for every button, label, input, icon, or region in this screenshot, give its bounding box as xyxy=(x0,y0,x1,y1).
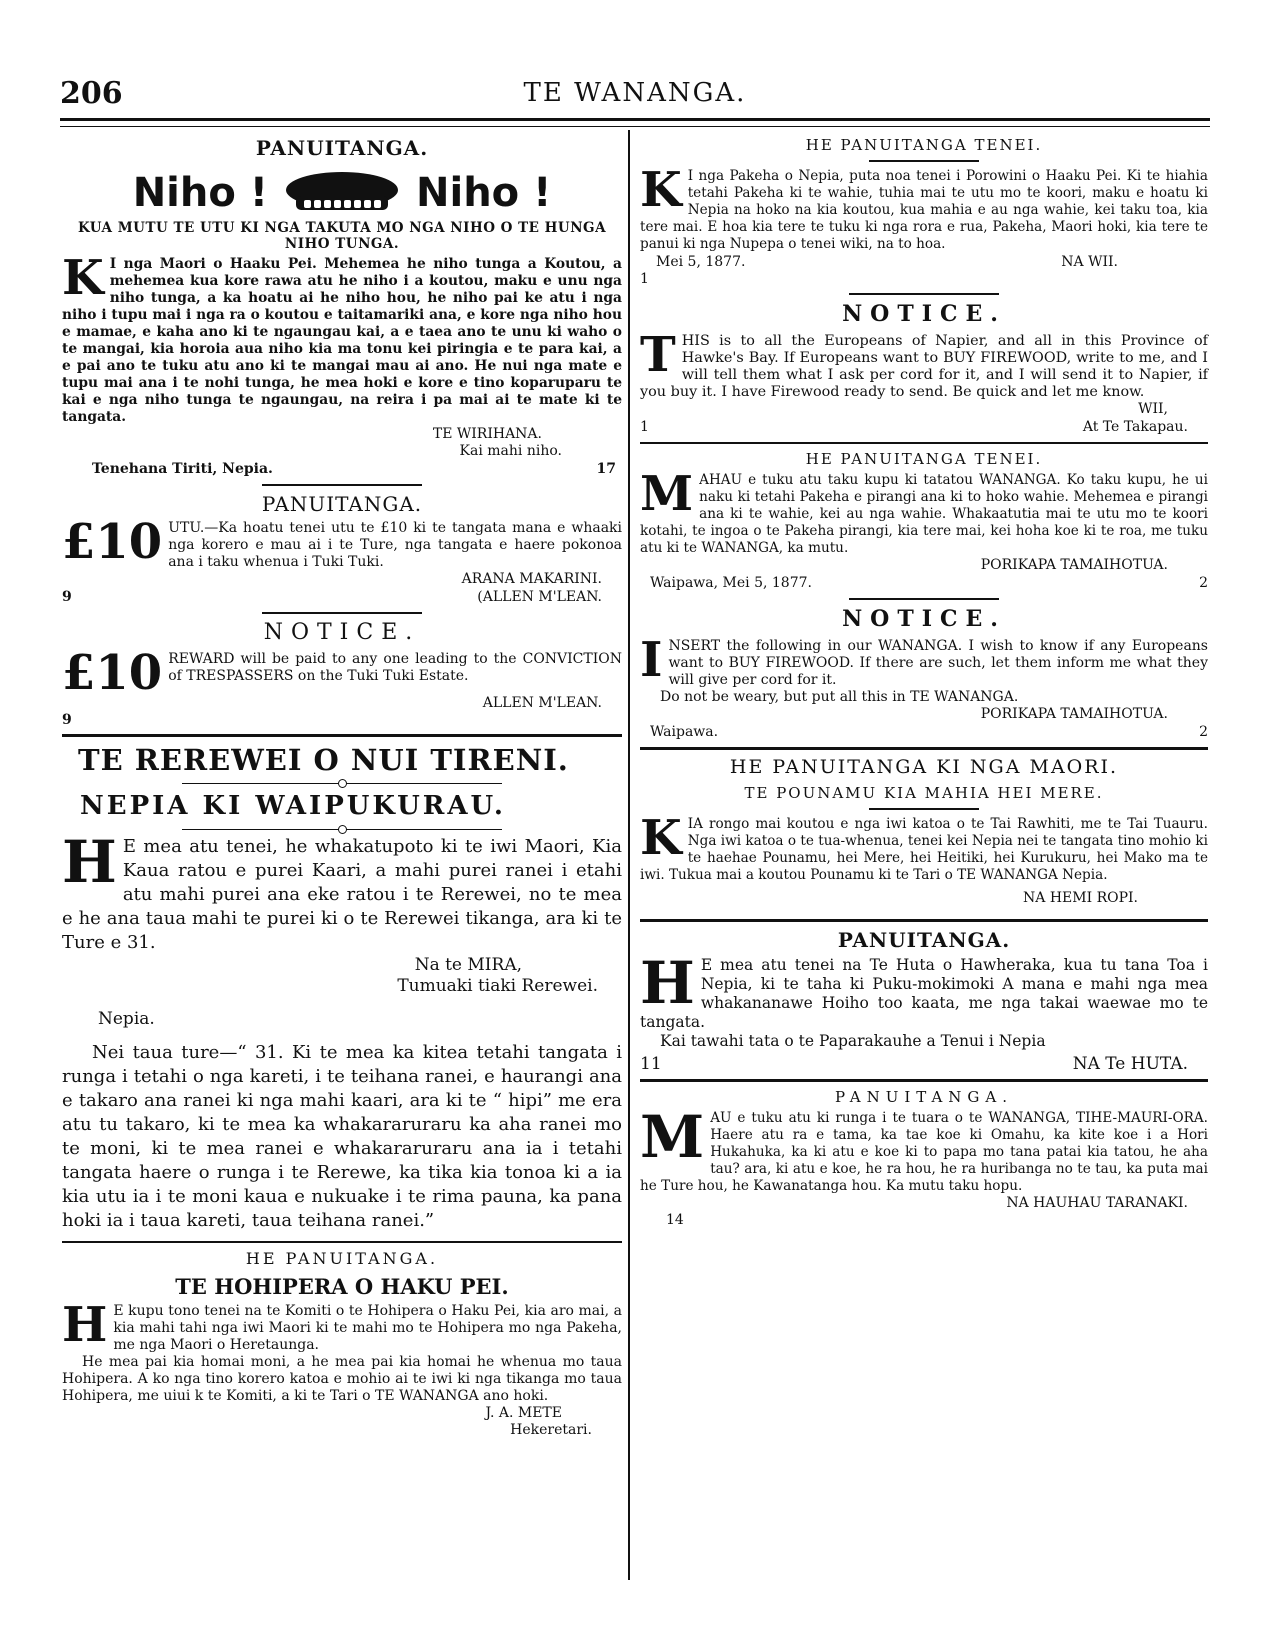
dropcap: H xyxy=(62,1297,108,1353)
pounamu-body xyxy=(640,810,1208,884)
dropcap: I xyxy=(640,632,663,688)
ad-date: Waipawa, Mei 5, 1877. xyxy=(650,575,812,591)
pounamu-signature: NA HEMI ROPI. xyxy=(1023,890,1138,906)
divider xyxy=(262,612,422,614)
huta-footer xyxy=(640,1055,1208,1073)
notice-place: At Te Takapau. xyxy=(1082,419,1188,435)
newspaper-title: TE WANANGA. xyxy=(523,78,747,108)
masthead-rule xyxy=(60,118,1210,121)
hauhau-body xyxy=(640,1103,1208,1195)
notice-body-text: HIS is to all the Europeans of Napier, and all in this Province of Hawke's Bay. If Europeans want to BUY FIREWOOD, write to me, and I will tell them what I ask per cord for it, and I will send it to Napier, if you buy it. I have Firewood ready to send. Be quick and let me know. xyxy=(640,333,1208,400)
ad-signature: NA WII. xyxy=(1061,254,1118,270)
ad-number: 2 xyxy=(1199,575,1208,591)
divider xyxy=(849,598,999,600)
hospital-heading: HE PANUITANGA. xyxy=(245,1249,439,1268)
notice-porikapa xyxy=(640,606,1208,741)
hauhau-signature: NA HAUHAU TARANAKI. xyxy=(1006,1195,1188,1211)
ad-heading: HE PANUITANGA TENEI. xyxy=(805,136,1043,154)
notice-number: 2 xyxy=(1199,724,1208,740)
pounamu-heading: HE PANUITANGA KI NGA MAORI. xyxy=(729,756,1119,778)
niho-word-left: Niho ! xyxy=(132,170,268,216)
ad-niho xyxy=(62,136,622,478)
railway-signature: Na te MIRA, xyxy=(414,955,522,975)
notice-body-2: Do not be weary, but put all this in TE WANANGA. xyxy=(660,689,1019,705)
notice-body xyxy=(62,645,622,701)
huta-notice xyxy=(640,928,1208,1073)
ad-body-text: AHAU e tuku atu taku kupu ki tatatou WANANGA. Ko taku kupu, he ui naku ki tetahi Pakeha e pirangi ana ki to hoko wahie. Mehemea e pirangi ana ki te wahie, kei au nga wahie. Whakaatutia mai te utu mo te koori kotahi, te ingoa o te Pakeha pirangi, kia tere mai, kei hoha koe ki te roa, me tuku atu ki te WANANGA, ka mutu. xyxy=(640,472,1208,556)
page-number: 206 xyxy=(60,76,123,111)
ad-footer xyxy=(62,460,622,478)
ad-signature: ARANA MAKARINI. xyxy=(461,571,602,587)
ad-heading: PANUITANGA. xyxy=(261,492,423,516)
huta-body-2: Kai tawahi tata o te Paparakauhe a Tenui i Nepia xyxy=(660,1032,1046,1050)
hauhau-heading: PANUITANGA. xyxy=(835,1088,1013,1106)
dropcap: T xyxy=(640,327,676,383)
notice-body xyxy=(640,632,1208,689)
railway-place: Nepia. xyxy=(98,1009,155,1029)
ad-body xyxy=(640,466,1208,557)
divider xyxy=(640,919,1208,922)
divider xyxy=(640,747,1208,750)
railway-notice xyxy=(62,743,622,1233)
ad-tagline: KUA MUTU TE UTU KI NGA TAKUTA MO NGA NIHO O TE HUNGA NIHO TUNGA. xyxy=(77,220,607,252)
dropcap: K xyxy=(62,250,104,306)
dropcap: H xyxy=(62,828,117,896)
divider xyxy=(262,484,422,486)
dropcap: K xyxy=(640,162,682,218)
notice-number: 9 xyxy=(62,712,72,728)
ad-heading: PANUITANGA. xyxy=(255,136,429,160)
huta-signature: NA Te HUTA. xyxy=(1072,1054,1188,1074)
notice-place: Waipawa. xyxy=(650,724,719,740)
pounamu-notice xyxy=(640,756,1208,907)
railway-signature-role: Tumuaki tiaki Rerewei. xyxy=(397,976,598,996)
notice-signature: ALLEN M'LEAN. xyxy=(482,695,602,711)
ad-body xyxy=(640,162,1208,253)
ad-number: 1 xyxy=(640,271,649,287)
dentures-icon xyxy=(282,170,402,216)
notice-heading: NOTICE. xyxy=(842,301,1006,327)
dropcap: M xyxy=(640,1103,705,1171)
hospital-title: TE HOHIPERA O HAKU PEI. xyxy=(175,1274,509,1299)
hospital-body xyxy=(62,1297,622,1354)
hospital-signature-role: Hekeretari. xyxy=(510,1422,592,1438)
hauhau-body-text: AU e tuku atu ki runga i te tuara o te WANANGA, TIHE-MAURI-ORA. Haere atu ra e tama, ka tae koe ki Omahu, ka kite koe i a Hori Hukahuka, ka ki atu e koe ki to papa mo tana patai kia tatou, he aha tau? ara, ki atu e koe, he ra hou, he ra huribanga no te tau, ka puta mai he Ture hou, he Kawanatanga hou. Ka mutu taku hopu. xyxy=(640,1110,1208,1194)
ad-date: Mei 5, 1877. xyxy=(656,254,746,270)
ad-footer xyxy=(62,588,622,606)
divider xyxy=(62,734,622,737)
ad-number: 9 xyxy=(62,589,72,605)
hospital-signature: J. A. METE xyxy=(485,1405,562,1421)
ad-utu xyxy=(62,492,622,606)
masthead xyxy=(60,76,1210,116)
divider xyxy=(869,160,979,162)
ad-body xyxy=(62,514,622,571)
ad-number: 17 xyxy=(596,461,616,477)
ad-heading: HE PANUITANGA TENEI. xyxy=(805,450,1043,468)
ad-body-text: UTU.—Ka hoatu tenei utu te £10 ki te tangata mana e whaaki nga korero e mau ai i te Ture, nga tangata e haere pokonoa ana i taku whenua i Tuki Tuki. xyxy=(168,520,622,570)
railway-title: TE REREWEI O NUI TIRENI. xyxy=(78,743,569,777)
railway-subtitle: NEPIA KI WAIPUKURAU. xyxy=(80,791,506,821)
divider xyxy=(869,808,979,810)
divider xyxy=(640,1079,1208,1082)
masthead-rule-thin xyxy=(60,126,1210,127)
pound-amount: £10 xyxy=(62,514,163,570)
niho-word-right: Niho ! xyxy=(416,170,552,216)
ornament-rule xyxy=(62,825,622,833)
dropcap: K xyxy=(640,810,682,866)
ad-body xyxy=(62,250,622,426)
divider xyxy=(849,293,999,295)
railway-body-text: E mea atu tenei, he whakatupoto ki te iwi Maori, Kia Kaua ratou e purei Kaari, a mahi purei ranei i etahi atu mahi purei ana eke ratou i te Rerewei, no te mea e he ana taua mahi te purei ki o te Rerewei tikanga, ara ki te Ture e 31. xyxy=(62,836,622,953)
notice-signature: WII, xyxy=(1138,401,1168,417)
hospital-body-text: E kupu tono tenei na te Komiti o te Hohipera o Haku Pei, kia aro mai, a kia mahi tahi nga iwi Maori ki te mahi mo te Hohipera mo nga Pakeha, me nga Maori o Heretaunga. xyxy=(113,1303,622,1353)
divider xyxy=(62,1241,622,1243)
ad-footer xyxy=(640,574,1208,592)
huta-heading: PANUITANGA. xyxy=(837,928,1011,952)
niho-title xyxy=(62,170,622,216)
notice-heading: NOTICE. xyxy=(842,606,1006,632)
left-column xyxy=(62,132,622,1439)
hauhau-number: 14 xyxy=(666,1212,684,1228)
pound-amount: £10 xyxy=(62,645,163,701)
notice-footer xyxy=(640,723,1208,741)
ad-address: Tenehana Tiriti, Nepia. xyxy=(92,461,273,477)
ornament-rule xyxy=(62,779,622,787)
divider xyxy=(640,442,1208,444)
notice-body xyxy=(640,327,1208,401)
notice-number: 1 xyxy=(640,419,649,435)
ad-porikapa-maori xyxy=(640,450,1208,592)
ad-body-text: I nga Pakeha o Nepia, puta noa tenei i Porowini o Haaku Pei. Ki te hiahia tetahi Pakeha ki te wahie, tuhia mai te utu mo te koori, maku e hoatu ki Nepia na hoko na kia koutou, kua mahia e au nga wahie, kei taku toa, kia tere mai. E hoa kia tere te tuku ki nga rora e rua, Pakeha, Maori hoki, kia tere te panui ki nga Nupepa o tenei wiki, na to hoa. xyxy=(640,168,1208,252)
notice-wii xyxy=(640,301,1208,436)
huta-number: 11 xyxy=(640,1054,662,1074)
huta-body-text: E mea atu tenei na Te Huta o Hawheraka, kua tu tana Toa i Nepia, ki te taha ki Puku-mokimoki A mana e mahi nga mea whakananawe Hoiho too kaata, me nga takai waewae mo te tangata. xyxy=(640,956,1208,1031)
notice-reward xyxy=(62,620,622,728)
ad-signature-role: Kai mahi niho. xyxy=(459,443,562,459)
ad-signature: TE WIRIHANA. xyxy=(432,426,542,442)
ad-wii-maori xyxy=(640,136,1208,287)
column-divider xyxy=(628,130,630,1580)
railway-body xyxy=(62,828,622,955)
right-column xyxy=(640,132,1208,1228)
hospital-body-2: He mea pai kia homai moni, a he mea pai kia homai he whenua mo taua Hohipera. A ko nga tino korero katoa e mohio ai te iwi ki nga tikanga mo taua Hohipera, me uiui k te Komiti, a ki te Tari o TE WANANGA ano hoki. xyxy=(62,1354,622,1404)
notice-body-text: REWARD will be paid to any one leading to the CONVICTION of TRESPASSERS on the Tuki Tuki Estate. xyxy=(168,651,622,684)
notice-signature: PORIKAPA TAMAIHOTUA. xyxy=(980,706,1168,722)
ad-signature-alt: (ALLEN M'LEAN. xyxy=(477,589,602,605)
huta-body xyxy=(640,949,1208,1032)
railway-rule-text: Nei taua ture—“ 31. Ki te mea ka kitea tetahi tangata i runga i tetahi o nga kareti, i te teihana ranei, e haurangi ana e takaro ana ranei ki nga mahi kaari, ara ki te “ hipi” me era atu tu takaro, ki te mea ka whakararuraru ka aha ranei mo te moni, ki te mea ranei e whakararuraru ana ia i tetahi tangata haere o runga i te Rerewe, ka tika kia tonoa ki a ia kia utu ia i te moni kaua e nukuake i te rima pauna, ka pana hoki ia i taua kareti, taua teihana ranei.” xyxy=(62,1042,622,1231)
ad-footer xyxy=(640,253,1208,271)
ad-signature: PORIKAPA TAMAIHOTUA. xyxy=(980,557,1168,573)
hauhau-notice xyxy=(640,1088,1208,1228)
dropcap: M xyxy=(640,466,694,522)
ad-body-text: I nga Maori o Haaku Pei. Mehemea he niho tunga a Koutou, a mehemea kua kore rawa atu he niho i a koutou, maku e unu nga niho tunga, a ka hoatu ai he niho hou, he niho pai ke atu i nga niho i tupu mai i nga ra o koutou e taitamariki ana, e kore nga niho hou e mamae, e kaha ano ki te ngaungau kai, a e taea ano te unu ki waho o te mangai, kia horoia aua niho kia ma tonu kei piringia e te para kai, a e pai ano te tuku atu ano ki te mangai mau ai ano. He nui nga mate e tupu mai ana i te nohi tunga, he mea hoki e kore e tino koparuparu te kai e nga niho tunga te ngaungau, na reira i pa mai ai te mate ki te tangata. xyxy=(62,256,622,425)
notice-body-text: NSERT the following in our WANANGA. I wish to know if any Europeans want to BUY FIREWOOD. If there are such, let them inform me what they will give per cord for it. xyxy=(668,638,1208,688)
notice-footer xyxy=(640,418,1208,436)
pounamu-subheading: TE POUNAMU KIA MAHIA HEI MERE. xyxy=(744,784,1104,802)
pounamu-body-text: IA rongo mai koutou e nga iwi katoa o te Tai Rawhiti, me te Tai Tuauru. Nga iwi katoa o te tua-whenua, tenei kei Nepia nei te tangata tino mohio ki te haehae Pounamu, hei Mere, hei Heitiki, hei Kurukuru, hei Mako ma te iwi. Tukua mai a koutou Pounamu ki te Tari o TE WANANGA Nepia. xyxy=(640,816,1208,883)
dropcap: H xyxy=(640,949,695,1017)
notice-heading: NOTICE. xyxy=(263,620,421,645)
hospital-notice xyxy=(62,1249,622,1439)
